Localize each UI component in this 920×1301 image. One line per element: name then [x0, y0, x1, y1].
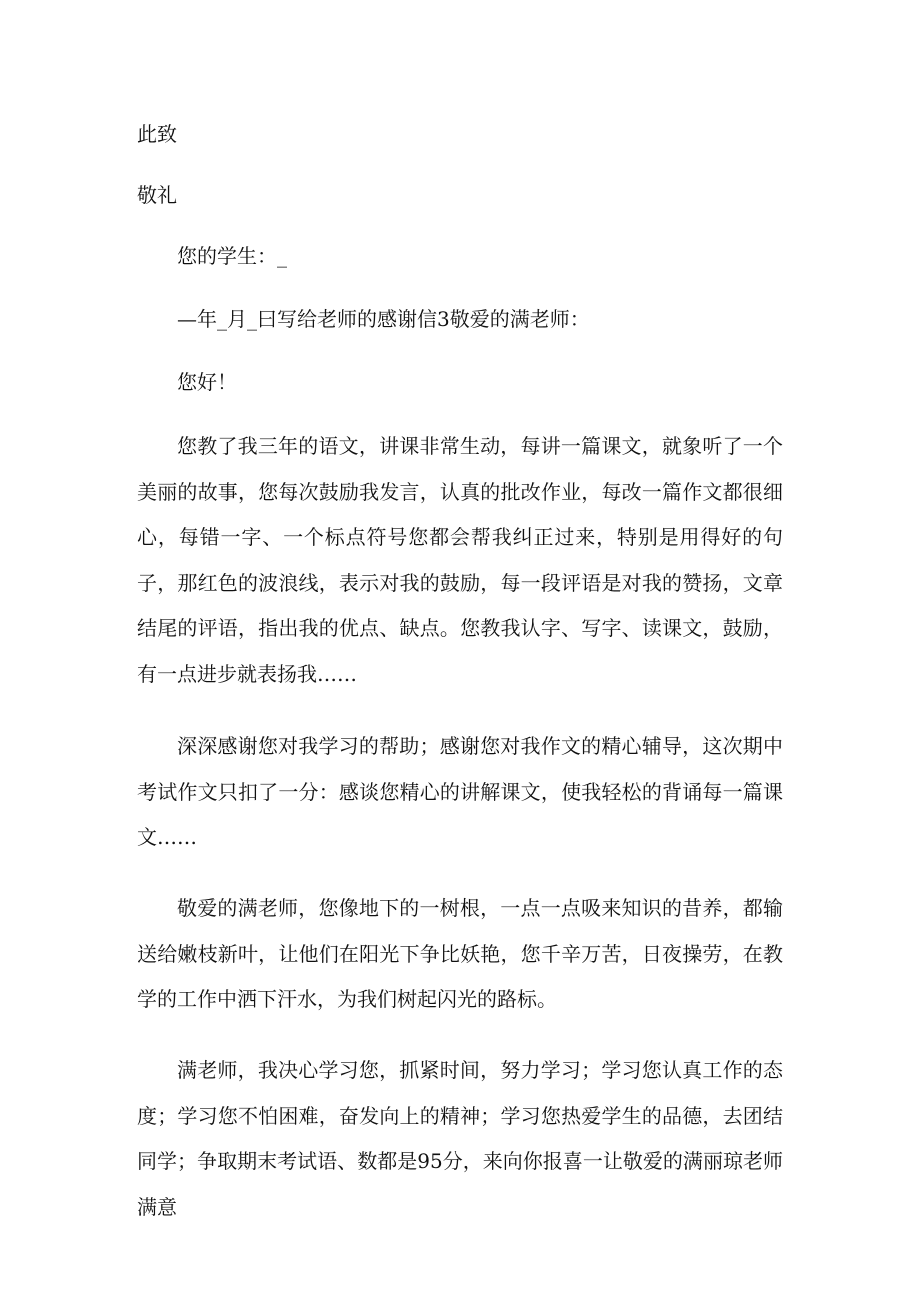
body-paragraph-2: 深深感谢您对我学习的帮助；感谢您对我作文的精心辅导，这次期中考试作文只扣了一分：感谈您精心的讲解课文，使我轻松的背诵每一篇课文…… [137, 734, 783, 849]
closing-line-2: 敬礼 [137, 183, 177, 207]
body-paragraph-1: 您教了我三年的语文，讲课非常生动，每讲一篇课文，就象听了一个美丽的故事，您每次鼓励我发言，认真的批改作业，每改一篇作文都很细心，每错一字、一个标点符号您都会帮我纠正过来，特别是用得好的句子，那红色的波浪线，表示对我的鼓励，每一段评语是对我的赞扬，文章结尾的评语，指出我的优点、缺点。您教我认字、写字、读课文，鼓励，有一点进步就表扬我…… [137, 434, 783, 686]
body-paragraph-3: 敬爱的满老师，您像地下的一树根，一点一点吸来知识的昔养，都输送给嫩枝新叶，让他们在阳光下争比妖艳，您千辛万苦，日夜操劳，在教学的工作中洒下汗水，为我们树起闪光的路标。 [137, 896, 783, 1011]
date-and-title-line: —年_月_曰写给老师的感谢信3敬爱的满老师： [177, 307, 590, 331]
body-paragraph-4: 满老师，我决心学习您，抓紧时间，努力学习；学习您认真工作的态度；学习您不怕困难，奋发向上的精神；学习您热爱学生的品德，去团结同学；争取期末考试语、数都是95分，来向你报喜一让敬爱的满丽琼老师满意 [137, 1058, 783, 1219]
greeting-line: 您好！ [177, 370, 237, 394]
closing-line-1: 此致 [137, 122, 177, 146]
signature-line: 您的学生：_ [177, 244, 287, 268]
